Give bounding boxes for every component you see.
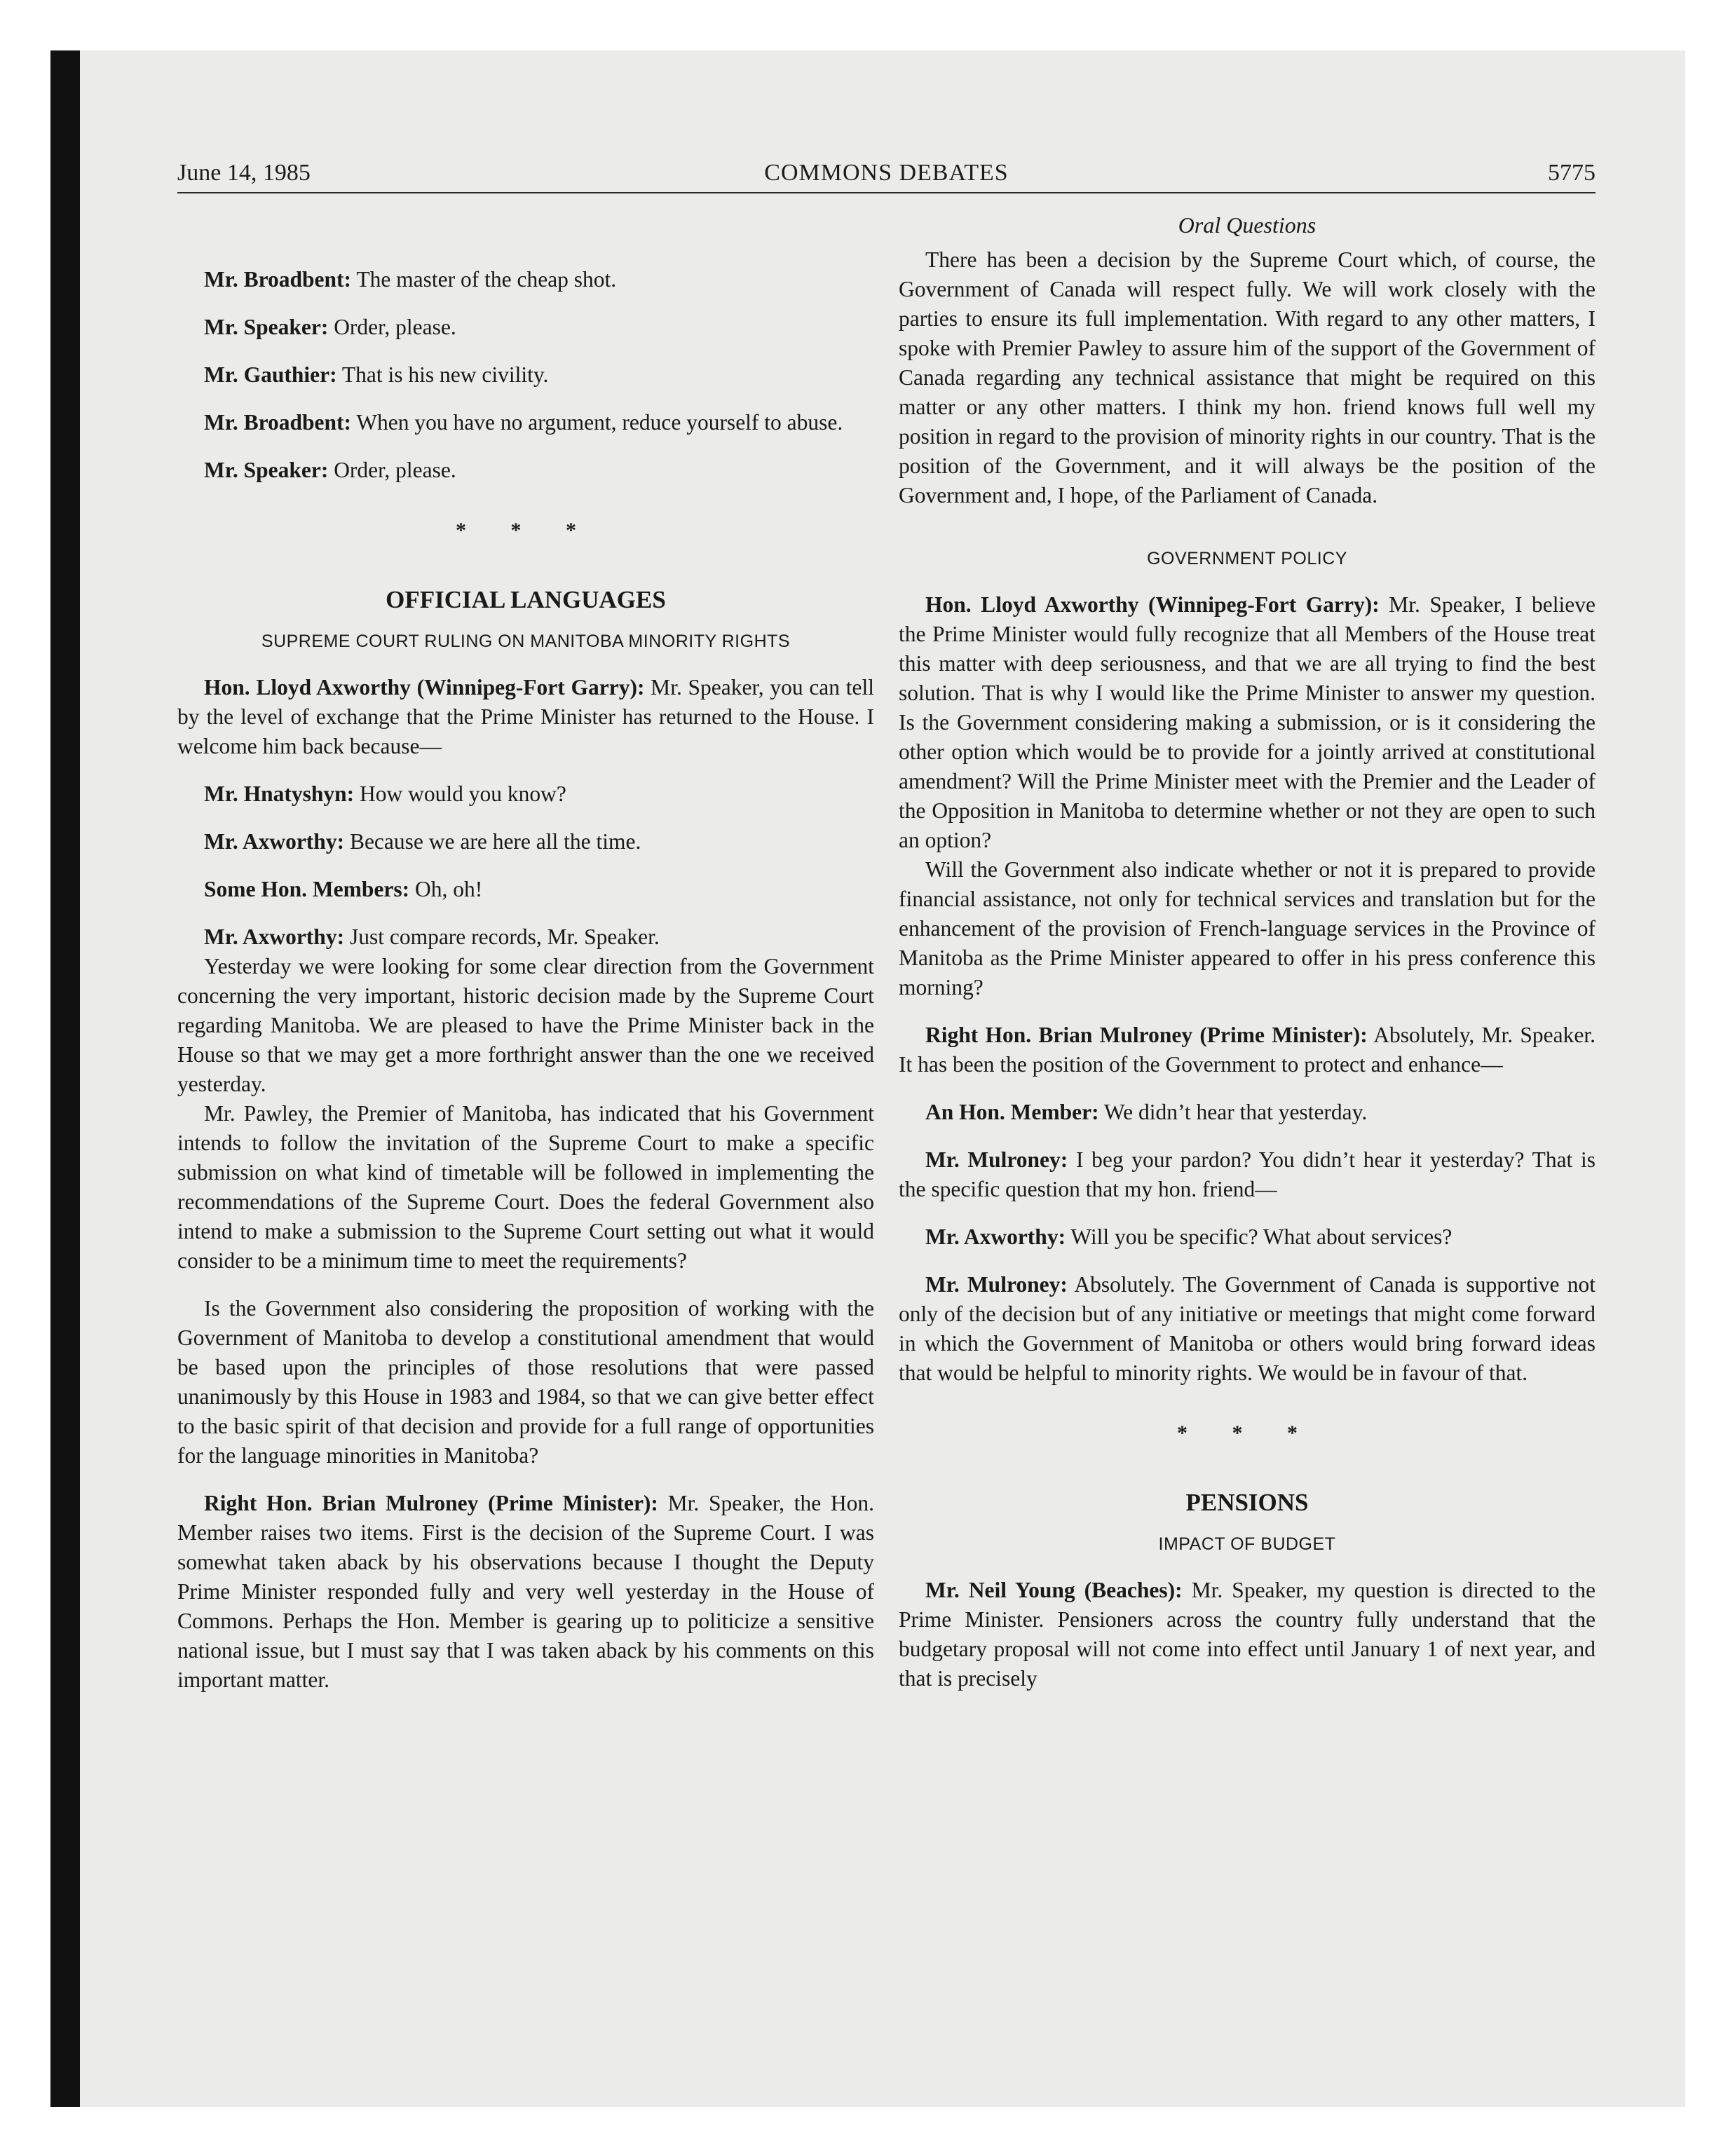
header-title: COMMONS DEBATES [764,160,1009,186]
speech-text: Mr. Speaker, the Hon. Member raises two items. First is the decision of the Supreme Court. I was somewhat taken aback by his observations because I thought the Deputy Prime Minister responded fully and very well yesterday in the House of Commons. Perhaps the Hon. Member is gearing up to politicize a sensitive national issue, but I must say that I was taken aback by his comments on this important matter. [177,1491,874,1692]
speech-text: We didn’t hear that yesterday. [1098,1100,1368,1124]
speech-paragraph [899,590,1595,855]
page-number: 5775 [1548,160,1595,186]
speech-text: Mr. Speaker, you can tell by the level of exchange that the Prime Minister has returned to the House. I welcome him back because— [177,675,874,758]
speech-paragraph [177,673,874,761]
speech-text: When you have no argument, reduce yourself to abuse. [351,410,843,435]
speech-paragraph [177,265,874,294]
header-date: June 14, 1985 [177,160,311,186]
page-content [50,50,1685,2107]
speaker-name: Hon. Lloyd Axworthy (Winnipeg-Fort Garry): [204,675,645,700]
speech-paragraph [177,779,874,809]
speech-paragraph [899,1576,1595,1693]
speaker-name: Mr. Broadbent: [204,267,352,292]
speech-text: Mr. Speaker, my question is directed to the Prime Minister. Pensioners across the country fully understand that the budgetary proposal will not come into effect until January 1 of next year, and that is precisely [899,1578,1595,1691]
speaker-name: Mr. Broadbent: [204,410,352,435]
speech-text: That is his new civility. [336,362,549,387]
speech-text: How would you know? [354,782,566,806]
speech-text: Order, please. [328,458,456,482]
speech-text: Because we are here all the time. [344,829,641,854]
speech-paragraph [177,313,874,342]
section-separator: * * * [456,519,596,542]
body-paragraph: Yesterday we were looking for some clear direction from the Government concerning the very important, historic decision made by the Supreme Court regarding Manitoba. We are pleased to have the Prime Minister back in the House so that we may get a more forthright answer than the one we received yesterday. [177,954,874,1096]
speech-paragraph [899,1098,1595,1127]
speech-paragraph [177,922,874,952]
speech-text: Absolutely. The Government of Canada is supportive not only of the decision but of any initiative or meetings that might come forward in which the Government of Manitoba or others would bring forward ideas that would be helpful to minority rights. We would be in favour of that. [899,1272,1595,1385]
speaker-name: Mr. Neil Young (Beaches): [925,1578,1183,1602]
left-column [177,210,874,1695]
speech-paragraph [899,1021,1595,1079]
speaker-name: Mr. Axworthy: [204,925,345,949]
speaker-name: Mr. Hnatyshyn: [204,782,355,806]
speech-paragraph [177,875,874,904]
section-heading: OFFICIAL LANGUAGES [386,586,666,613]
speech-text: Absolutely, Mr. Speaker. It has been the position of the Government to protect and enhance— [899,1023,1596,1077]
speech-text: Just compare records, Mr. Speaker. [344,925,660,949]
body-paragraph: Mr. Pawley, the Premier of Manitoba, has indicated that his Government intends to follow the invitation of the Supreme Court to make a specific submission on what kind of timetable will be followed in implementing the recommendations of the Supreme Court. Does the federal Government also intend to make a submission to the Supreme Court setting out what it would consider to be a minimum time to meet the requirements? [177,1101,874,1273]
section-heading: PENSIONS [1185,1489,1309,1516]
right-column [899,210,1595,1693]
subsection-heading: GOVERNMENT POLICY [1147,549,1347,568]
speech-paragraph [899,1270,1595,1388]
header-rule [177,192,1595,193]
subsection-heading: IMPACT OF BUDGET [1158,1534,1336,1554]
section-separator: * * * [1177,1421,1317,1445]
speech-paragraph [899,1145,1595,1204]
speech-paragraph [177,408,874,437]
speech-text: The master of the cheap shot. [351,267,617,292]
body-paragraph: There has been a decision by the Supreme Court which, of course, the Government of Canada will respect fully. We will work closely with the parties to ensure its full implementation. With regard to any other matters, I spoke with Premier Pawley to assure him of the support of the Government of Canada regarding any technical assistance that might be required on this matter or any other matters. I think my hon. friend knows full well my position in regard to the provision of minority rights in our country. That is the position of the Government, and it will always be the position of the Government and, I hope, of the Parliament of Canada. [899,247,1595,507]
speaker-name: Mr. Speaker: [204,315,329,339]
speech-paragraph [177,456,874,485]
speech-text: Mr. Speaker, I believe the Prime Minister would fully recognize that all Members of the House treat this matter with deep seriousness, and that we are all trying to find the best solution. That is why I would like the Prime Minister to answer my question. Is the Government considering making a submission, or is it considering the other option which would be to provide for a jointly arrived at constitutional amendment? Will the Prime Minister meet with the Premier and the Leader of the Opposition in Manitoba to determine whether or not they are open to such an option? [899,592,1595,852]
speech-paragraph [899,1222,1595,1252]
speaker-name: Some Hon. Members: [204,877,410,901]
speaker-name: Mr. Gauthier: [204,362,337,387]
body-paragraph: Will the Government also indicate whether or not it is prepared to provide financial assistance, not only for technical services and translation but for the enhancement of the provision of French-language services in the Province of Manitoba as the Prime Minister appeared to offer in his press conference this morning? [899,857,1595,999]
running-head [177,160,1595,191]
scanned-page [50,50,1685,2107]
speaker-name: Right Hon. Brian Mulroney (Prime Minister): [925,1023,1368,1047]
speaker-name: Mr. Mulroney: [925,1147,1068,1172]
speech-text: I beg your pardon? You didn’t hear it yesterday? That is the specific question that my hon. friend— [899,1147,1595,1201]
speech-paragraph [177,360,874,390]
speech-paragraph [177,827,874,857]
subsection-heading: SUPREME COURT RULING ON MANITOBA MINORITY RIGHTS [261,632,791,651]
speech-text: Will you be specific? What about services? [1066,1224,1452,1249]
speaker-name: An Hon. Member: [925,1100,1099,1124]
speaker-name: Mr. Speaker: [204,458,329,482]
speech-text: Oh, oh! [409,877,483,901]
speaker-name: Right Hon. Brian Mulroney (Prime Minister): [204,1491,658,1515]
speaker-name: Mr. Mulroney: [925,1272,1068,1297]
speech-text: Order, please. [328,315,456,339]
column-running-title: Oral Questions [1178,212,1316,238]
speaker-name: Mr. Axworthy: [204,829,345,854]
speech-paragraph [177,1489,874,1695]
speaker-name: Mr. Axworthy: [925,1224,1066,1249]
speaker-name: Hon. Lloyd Axworthy (Winnipeg-Fort Garry): [925,592,1380,617]
body-paragraph: Is the Government also considering the proposition of working with the Government of Manitoba to develop a constitutional amendment that would be based upon the principles of those resolutions that were passed unanimously by this House in 1983 and 1984, so that we can give better effect to the basic spirit of that decision and provide for a full range of opportunities for the language minorities in Manitoba? [177,1296,874,1468]
